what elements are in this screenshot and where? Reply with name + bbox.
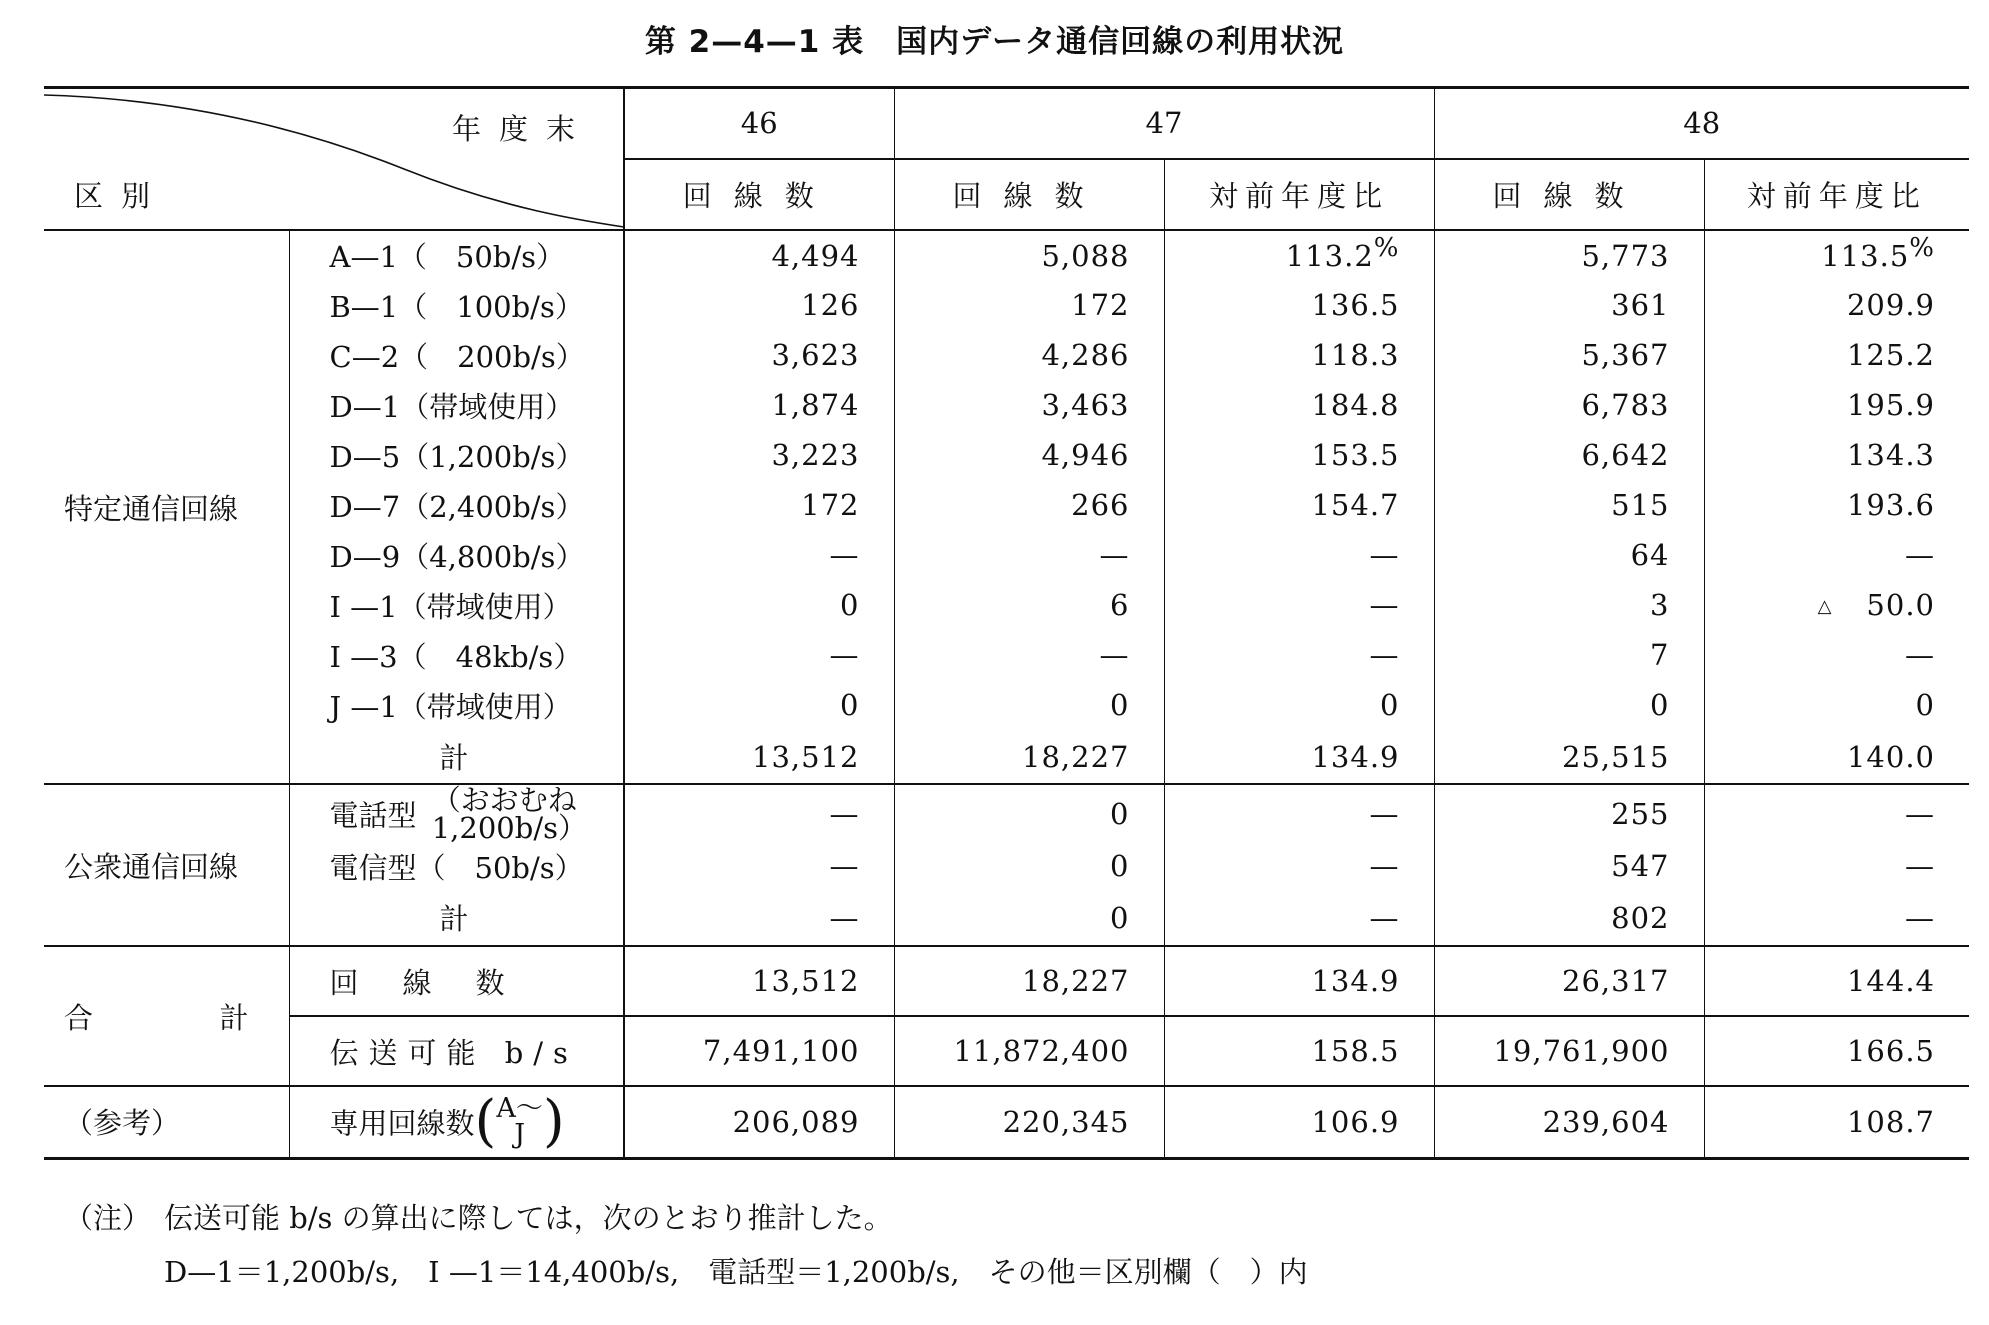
cell-r48: 125.2 [1704, 330, 1969, 380]
cell-v48: 239,604 [1434, 1086, 1704, 1158]
row-name: D—1（帯域使用） [289, 380, 624, 430]
row-name: D—5（1,200b/s） [289, 430, 624, 480]
col-lines-48: 回線数 [1434, 159, 1704, 230]
cell-v46: — [624, 842, 894, 890]
section-label-tokutei: 特定通信回線 [44, 230, 289, 784]
cell-r47: 134.9 [1164, 946, 1434, 1016]
year-header-48: 48 [1434, 88, 1969, 159]
grand-total-label [44, 946, 289, 1086]
cell-r47: 134.9 [1164, 730, 1434, 784]
table-row-total [44, 1016, 1969, 1086]
table-row [44, 430, 1969, 480]
table-row [44, 680, 1969, 730]
cell-v46: 1,874 [624, 380, 894, 430]
cell-v48: 6,642 [1434, 430, 1704, 480]
cell-r47: 118.3 [1164, 330, 1434, 380]
year-header-46: 46 [624, 88, 894, 159]
subtotal-label: 計 [289, 890, 624, 946]
row-name: I —3（ 48kb/s） [289, 630, 624, 680]
cell-v46: 172 [624, 480, 894, 530]
cell-v46: 3,223 [624, 430, 894, 480]
cell-r47: 158.5 [1164, 1016, 1434, 1086]
cell-v46: 13,512 [624, 946, 894, 1016]
row-name: B—1（ 100b/s） [289, 280, 624, 330]
table-row [44, 380, 1969, 430]
cell-v47: 11,872,400 [894, 1016, 1164, 1086]
row-name-paren [431, 782, 587, 845]
paren-close: ) [542, 1088, 565, 1154]
table-row [44, 630, 1969, 680]
cell-v47: — [894, 530, 1164, 580]
note-label: （注） [64, 1201, 152, 1235]
cell-r47: 154.7 [1164, 480, 1434, 530]
cell-v48: 802 [1434, 890, 1704, 946]
row-name: I —1（帯域使用） [289, 580, 624, 630]
triangle-minus-mark: △ [1817, 596, 1833, 617]
col-ratio-48: 対前年度比 [1704, 159, 1969, 230]
cell-r48: — [1704, 530, 1969, 580]
cell-v47: 220,345 [894, 1086, 1164, 1158]
cell-v48: 64 [1434, 530, 1704, 580]
cell-r47: — [1164, 784, 1434, 842]
row-name-paren-line2: 1,200b/s） [431, 810, 587, 845]
cell-r47: — [1164, 890, 1434, 946]
year-header-47: 47 [894, 88, 1434, 159]
cell-r48: 134.3 [1704, 430, 1969, 480]
cell-v48: 0 [1434, 680, 1704, 730]
cell-v48: 547 [1434, 842, 1704, 890]
cell-v46: 7,491,100 [624, 1016, 894, 1086]
col-lines-47: 回線数 [894, 159, 1164, 230]
cell-r48: — [1704, 890, 1969, 946]
cell-v47: 3,463 [894, 380, 1164, 430]
cell-v46: — [624, 530, 894, 580]
cell-v47: — [894, 630, 1164, 680]
cell-r47: 136.5 [1164, 280, 1434, 330]
cell-v48: 6,783 [1434, 380, 1704, 430]
cell-v48: 26,317 [1434, 946, 1704, 1016]
grand-total-label-char: 計 [219, 1000, 249, 1035]
cell-v48: 361 [1434, 280, 1704, 330]
table-row-reference [44, 1086, 1969, 1158]
cell-r48: — [1704, 630, 1969, 680]
note-text-1: 伝送可能 b/s の算出に際しては，次のとおり推計した。 [164, 1201, 893, 1235]
cell-v48: 25,515 [1434, 730, 1704, 784]
subtotal-label: 計 [289, 730, 624, 784]
table-row-subtotal [44, 730, 1969, 784]
reference-row-name [289, 1086, 624, 1158]
percent-mark: % [1909, 232, 1935, 263]
cell-v47: 0 [894, 680, 1164, 730]
cell-r48-value: 50.0 [1866, 588, 1935, 622]
cell-v46: 0 [624, 580, 894, 630]
reference-name: 専用回線数 [329, 1106, 475, 1141]
row-name: C—2（ 200b/s） [289, 330, 624, 380]
cell-v48: 3 [1434, 580, 1704, 630]
reference-label [44, 1086, 289, 1158]
cell-r47-value: 113.2 [1285, 238, 1374, 273]
cell-v47: 18,227 [894, 946, 1164, 1016]
cell-v46: 206,089 [624, 1086, 894, 1158]
table-row-subtotal [44, 890, 1969, 946]
cell-r48: 144.4 [1704, 946, 1969, 1016]
cell-r48: 209.9 [1704, 280, 1969, 330]
cell-v47: 18,227 [894, 730, 1164, 784]
table-row [44, 580, 1969, 630]
col-lines-46: 回線数 [624, 159, 894, 230]
cell-v46: 126 [624, 280, 894, 330]
table-row [44, 480, 1969, 530]
cell-v47: 0 [894, 890, 1164, 946]
cell-r48-value: 113.5 [1821, 238, 1910, 273]
cell-r48 [1704, 580, 1969, 630]
cell-r48: — [1704, 784, 1969, 842]
cell-v47: 0 [894, 842, 1164, 890]
row-name-paren-line1: （おおむね [431, 782, 577, 817]
cell-v46: 4,494 [624, 230, 894, 280]
table-row [44, 330, 1969, 380]
row-name: 伝送可能 b/s [289, 1016, 624, 1086]
row-name-main: 電話型 [329, 798, 417, 832]
cell-v47: 6 [894, 580, 1164, 630]
cell-v46: 3,623 [624, 330, 894, 380]
cell-r47: 106.9 [1164, 1086, 1434, 1158]
cell-v47: 172 [894, 280, 1164, 330]
cell-v46: — [624, 890, 894, 946]
cell-r47: — [1164, 842, 1434, 890]
cell-v48: 19,761,900 [1434, 1016, 1704, 1086]
cell-v47: 4,286 [894, 330, 1164, 380]
col-ratio-47: 対前年度比 [1164, 159, 1434, 230]
row-name: 回線数 [289, 946, 624, 1016]
cell-r47: — [1164, 580, 1434, 630]
cell-r48: 108.7 [1704, 1086, 1969, 1158]
paren-open: ( [474, 1088, 497, 1154]
note-line-1 [64, 1196, 893, 1237]
cell-r47 [1164, 230, 1434, 280]
reference-range [496, 1092, 543, 1150]
cell-v46: 13,512 [624, 730, 894, 784]
note-line-2 [64, 1250, 1308, 1291]
data-table [44, 86, 1969, 1160]
table-row [44, 784, 1969, 842]
row-name: D—7（2,400b/s） [289, 480, 624, 530]
cell-v46: — [624, 784, 894, 842]
cell-r47: 153.5 [1164, 430, 1434, 480]
table-row [44, 842, 1969, 890]
cell-r48 [1704, 230, 1969, 280]
cell-r48: 140.0 [1704, 730, 1969, 784]
row-name-denwa [289, 782, 624, 845]
table-row [44, 230, 1969, 280]
cell-v47: 5,088 [894, 230, 1164, 280]
row-name: D—9（4,800b/s） [289, 530, 624, 580]
table-row [44, 280, 1969, 330]
cell-r47: 184.8 [1164, 380, 1434, 430]
cell-v48: 515 [1434, 480, 1704, 530]
cell-v47: 0 [894, 784, 1164, 842]
cell-r48: 0 [1704, 680, 1969, 730]
note-text-2: D—1＝1,200b/s, I —1＝14,400b/s, 電話型＝1,200b/s, その他＝区別欄（ ）内 [164, 1255, 1308, 1289]
cell-r48: 166.5 [1704, 1016, 1969, 1086]
cell-r48: 195.9 [1704, 380, 1969, 430]
table-title: 第 2—4—1 表 国内データ通信回線の利用状況 [644, 24, 1345, 60]
cell-r48: — [1704, 842, 1969, 890]
cell-v48: 5,367 [1434, 330, 1704, 380]
cell-v47: 266 [894, 480, 1164, 530]
cell-v48: 7 [1434, 630, 1704, 680]
reference-label-text: （参考） [64, 1106, 181, 1141]
row-name: A—1（ 50b/s） [289, 230, 624, 280]
row-name: J —1（帯域使用） [289, 680, 624, 730]
table-row [44, 530, 1969, 580]
cell-v46: 0 [624, 680, 894, 730]
section-label-koshu: 公衆通信回線 [44, 784, 289, 946]
grand-total-label-text [64, 996, 249, 1037]
cell-r47: — [1164, 630, 1434, 680]
corner-year-label: 年度末 [451, 112, 593, 146]
reference-range-bottom: J [514, 1118, 526, 1150]
cell-r47: — [1164, 530, 1434, 580]
cell-v48: 5,773 [1434, 230, 1704, 280]
cell-v47: 4,946 [894, 430, 1164, 480]
cell-v46: — [624, 630, 894, 680]
table-row-total [44, 946, 1969, 1016]
reference-range-top: A〜 [496, 1092, 543, 1124]
grand-total-label-char: 合 [64, 1000, 94, 1035]
cell-r48: 193.6 [1704, 480, 1969, 530]
header-corner [44, 88, 624, 231]
corner-category-label: 区別 [74, 179, 169, 213]
row-name: 電信型（ 50b/s） [289, 842, 624, 890]
cell-v48: 255 [1434, 784, 1704, 842]
cell-r47: 0 [1164, 680, 1434, 730]
percent-mark: % [1373, 232, 1400, 263]
